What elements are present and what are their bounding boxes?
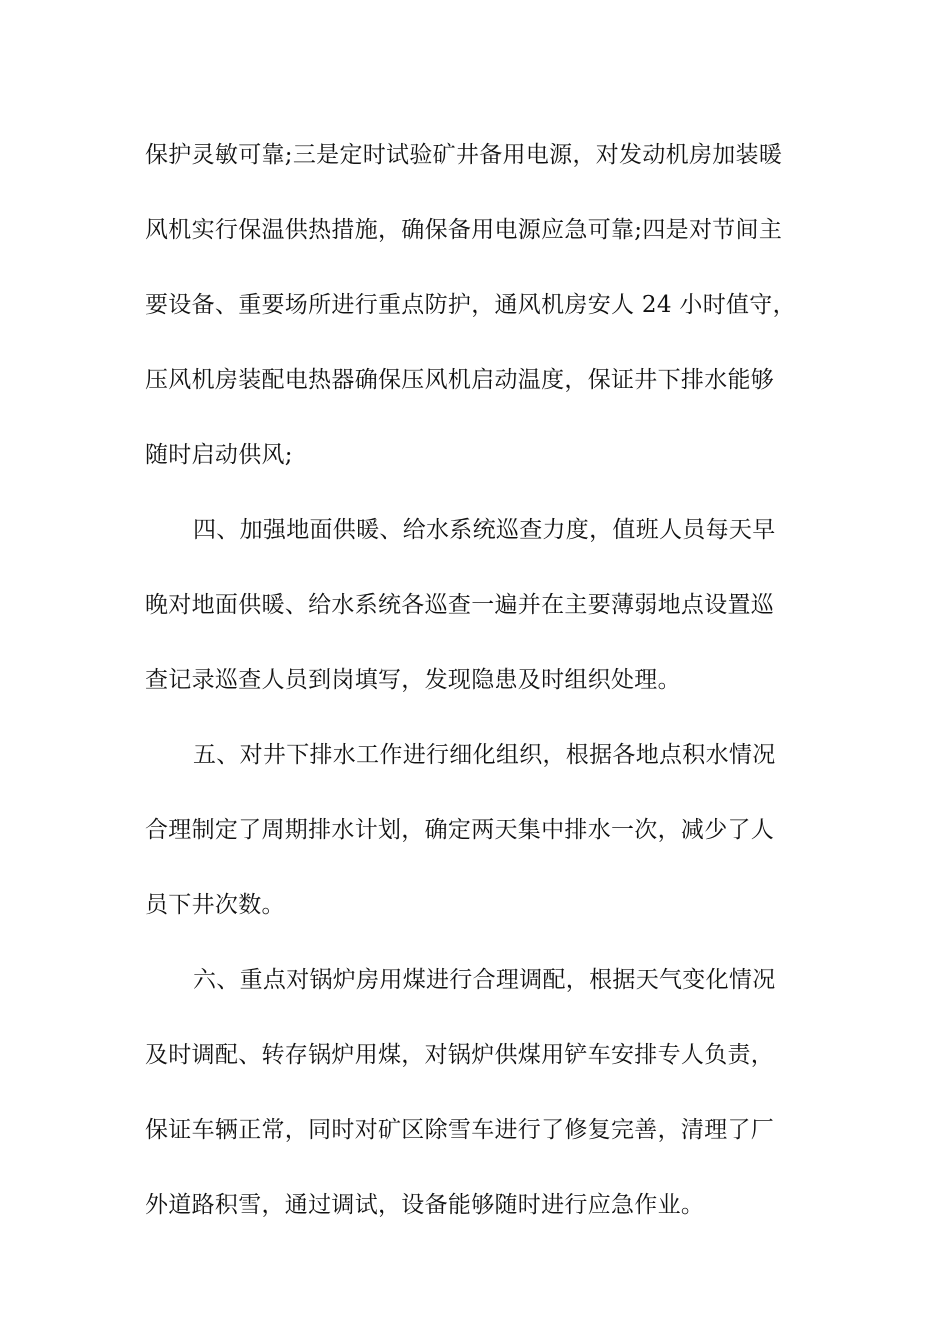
paragraph-line: 随时启动供风; — [145, 442, 293, 468]
paragraph-line: 六、重点对锅炉房用煤进行合理调配，根据天气变化情况 — [193, 967, 776, 993]
paragraph-line: 合理制定了周期排水计划，确定两天集中排水一次，减少了人 — [145, 817, 775, 843]
document-body — [145, 125, 807, 1250]
paragraph-line: 四、加强地面供暖、给水系统巡查力度，值班人员每天早 — [193, 517, 776, 543]
paragraph-line: 员下井次数。 — [145, 892, 285, 918]
paragraph-line: 五、对井下排水工作进行细化组织，根据各地点积水情况 — [193, 742, 776, 768]
paragraph-line: 保护灵敏可靠;三是定时试验矿井备用电源，对发动机房加装暖 — [145, 142, 783, 168]
paragraph-line: 保证车辆正常，同时对矿区除雪车进行了修复完善，清理了厂 — [145, 1117, 775, 1143]
paragraph-line: 晚对地面供暖、给水系统各巡查一遍并在主要薄弱地点设置巡 — [145, 592, 775, 618]
paragraph-line: 风机实行保温供热措施，确保备用电源应急可靠;四是对节间主 — [145, 217, 783, 243]
paragraph-line: 要设备、重要场所进行重点防护，通风机房安人 24 小时值守， — [145, 292, 796, 318]
paragraph-line: 及时调配、转存锅炉用煤，对锅炉供煤用铲车安排专人负责， — [145, 1042, 775, 1068]
paragraph-line: 外道路积雪，通过调试，设备能够随时进行应急作业。 — [145, 1192, 705, 1218]
paragraph-line: 查记录巡查人员到岗填写，发现隐患及时组织处理。 — [145, 667, 681, 693]
paragraph-line: 压风机房装配电热器确保压风机启动温度，保证井下排水能够 — [145, 367, 775, 393]
